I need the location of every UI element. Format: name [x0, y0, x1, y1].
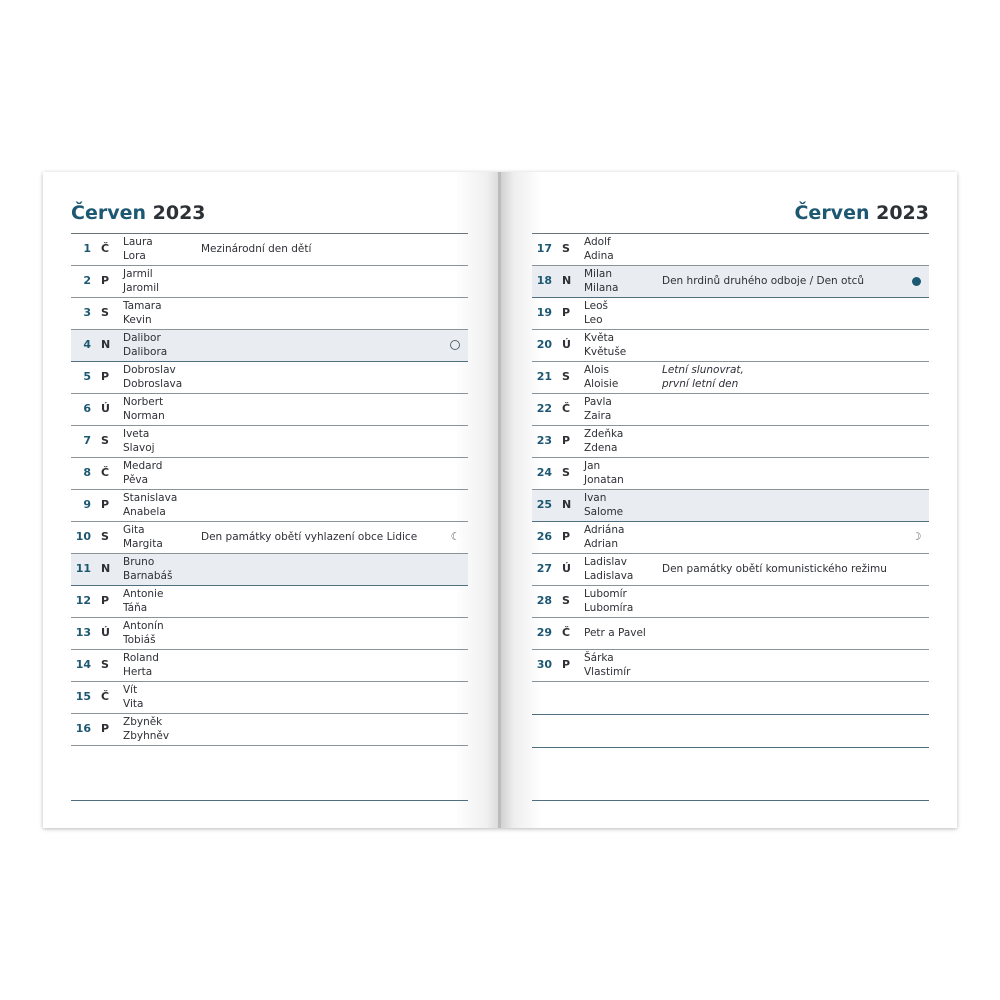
- name-day: [123, 588, 163, 615]
- day-number: 13: [75, 626, 91, 639]
- day-row: [532, 522, 929, 554]
- day-number: 29: [536, 626, 552, 639]
- name-day: [584, 492, 623, 519]
- name-day-primary: Roland: [123, 652, 159, 664]
- name-day-primary: Jan: [584, 460, 601, 472]
- name-day-primary: Zdeňka: [584, 428, 624, 440]
- name-day-primary: Adriána: [584, 524, 625, 536]
- weekday-letter: S: [101, 658, 109, 671]
- name-day: [123, 684, 143, 711]
- day-row: [71, 362, 468, 394]
- holiday-label: Den památky obětí komunistického režimu: [662, 563, 887, 575]
- name-day: [123, 524, 163, 551]
- weekday-letter: Č: [101, 466, 110, 479]
- weekday-letter: P: [101, 594, 110, 607]
- page-title-right: [794, 202, 929, 224]
- weekday-letter: P: [101, 722, 110, 735]
- weekday-letter: S: [101, 530, 109, 543]
- day-row: [71, 298, 468, 330]
- name-day-primary: Adolf: [584, 236, 611, 248]
- name-day: [123, 460, 162, 487]
- name-day-primary: Iveta: [123, 428, 150, 440]
- name-day: [584, 428, 623, 455]
- right-page: [500, 172, 957, 828]
- name-day-primary: Alois: [584, 364, 609, 376]
- day-number: 11: [75, 562, 91, 575]
- holiday-label: [662, 364, 744, 391]
- day-number: 22: [536, 402, 552, 415]
- day-row: [71, 586, 468, 618]
- weekday-letter: P: [562, 306, 571, 319]
- name-day: [123, 332, 167, 359]
- day-row: [71, 522, 468, 554]
- day-number: 28: [536, 594, 552, 607]
- day-rows-left: [71, 233, 468, 746]
- weekday-letter: S: [562, 466, 570, 479]
- name-day: [584, 332, 626, 359]
- day-number: 7: [83, 434, 91, 447]
- day-number: 23: [536, 434, 552, 447]
- page-title-left: [71, 202, 206, 224]
- full-moon-icon: [450, 340, 460, 350]
- name-day-secondary: Ladislava: [584, 569, 634, 582]
- name-day-secondary: Adina: [584, 249, 614, 262]
- page-bottom-line: [71, 800, 468, 801]
- day-number: 18: [536, 274, 552, 287]
- name-day: [123, 396, 165, 423]
- name-day-secondary: Zdena: [584, 441, 618, 454]
- day-row: [71, 234, 468, 266]
- name-day-primary: Květa: [584, 332, 615, 344]
- name-day: [584, 652, 631, 679]
- holiday-line-1: Letní slunovrat,: [662, 364, 744, 376]
- name-day: [123, 556, 172, 583]
- first-quarter-moon-icon: ☽: [911, 530, 922, 543]
- name-day: [123, 652, 159, 679]
- name-day: [584, 236, 614, 263]
- name-day-primary: Medard: [123, 460, 163, 472]
- name-day-primary: Norbert: [123, 396, 164, 408]
- name-day-secondary: Dalibora: [123, 345, 168, 358]
- name-day: [584, 627, 646, 641]
- day-number: 19: [536, 306, 552, 319]
- day-number: 12: [75, 594, 91, 607]
- day-row: [532, 234, 929, 266]
- name-day: [123, 428, 155, 455]
- name-day-secondary: Kevin: [123, 313, 152, 326]
- name-day: [584, 300, 608, 327]
- day-row: [532, 490, 929, 522]
- left-page: [43, 172, 500, 828]
- name-day-primary: Bruno: [123, 556, 155, 568]
- name-day: [123, 620, 164, 647]
- new-moon-icon: [912, 277, 921, 286]
- name-day-primary: Stanislava: [123, 492, 178, 504]
- holiday-label: Den památky obětí vyhlazení obce Lidice: [201, 531, 418, 543]
- name-day: [584, 364, 618, 391]
- weekday-letter: Ú: [562, 338, 571, 351]
- day-rows-right: [532, 233, 929, 748]
- weekday-letter: N: [562, 498, 572, 511]
- day-row: [71, 330, 468, 362]
- name-day-primary: Antonie: [123, 588, 164, 600]
- weekday-letter: S: [101, 306, 109, 319]
- name-day: [123, 716, 169, 743]
- day-row: [532, 266, 929, 298]
- name-day-secondary: Adrian: [584, 537, 618, 550]
- day-row: [71, 458, 468, 490]
- day-row: [71, 650, 468, 682]
- day-row: [532, 586, 929, 618]
- title-month: Červen: [794, 202, 870, 224]
- name-day-secondary: Táňa: [123, 601, 148, 614]
- day-number: 3: [83, 306, 91, 319]
- name-day: [123, 236, 153, 263]
- weekday-letter: P: [101, 274, 110, 287]
- name-day-primary: Lubomír: [584, 588, 627, 600]
- holiday-line-2: první letní den: [662, 377, 739, 390]
- name-day: [584, 396, 612, 423]
- day-row: [532, 330, 929, 362]
- weekday-letter: S: [562, 594, 570, 607]
- weekday-letter: Č: [562, 626, 571, 639]
- name-day-secondary: Vita: [123, 697, 144, 710]
- day-number: 20: [536, 338, 552, 351]
- weekday-letter: Č: [562, 402, 571, 415]
- day-row: [71, 714, 468, 746]
- day-row: [71, 266, 468, 298]
- weekday-letter: Ú: [101, 402, 110, 415]
- day-number: 16: [75, 722, 91, 735]
- name-day-primary: Dobroslav: [123, 364, 176, 376]
- name-day-secondary: Barnabáš: [123, 569, 173, 582]
- name-day-primary: Ladislav: [584, 556, 627, 568]
- holiday-label: Mezinárodní den dětí: [201, 243, 312, 255]
- name-day-primary: Tamara: [123, 300, 162, 312]
- day-number: 8: [83, 466, 91, 479]
- day-number: 4: [83, 338, 91, 351]
- name-day-primary: Laura: [123, 236, 153, 248]
- holiday-label: Den hrdinů druhého odboje / Den otců: [662, 275, 864, 287]
- day-row: [532, 618, 929, 650]
- name-day: [123, 300, 162, 327]
- weekday-letter: Č: [101, 242, 110, 255]
- title-year: 2023: [152, 202, 206, 224]
- day-number: 2: [83, 274, 91, 287]
- day-number: 21: [536, 370, 552, 383]
- day-row: [71, 426, 468, 458]
- name-day-secondary: Vlastimír: [584, 665, 631, 678]
- name-day-primary: Dalibor: [123, 332, 161, 344]
- name-day-secondary: Slavoj: [123, 441, 155, 454]
- name-day-primary: Milan: [584, 268, 612, 280]
- day-row: [532, 426, 929, 458]
- name-day-secondary: Milana: [584, 281, 619, 294]
- day-number: 27: [536, 562, 552, 575]
- name-day-primary: Zbyněk: [123, 716, 163, 728]
- day-number: 30: [536, 658, 552, 671]
- weekday-letter: P: [562, 530, 571, 543]
- page-bottom-line: [532, 800, 929, 801]
- day-number: 15: [75, 690, 91, 703]
- name-day-primary: Jarmil: [123, 268, 153, 280]
- day-number: 25: [536, 498, 552, 511]
- day-number: 10: [75, 530, 91, 543]
- name-day-secondary: Zaira: [584, 409, 612, 422]
- name-day: [584, 588, 633, 615]
- name-day: [123, 364, 182, 391]
- day-number: 14: [75, 658, 91, 671]
- weekday-letter: P: [101, 370, 110, 383]
- name-day-primary: Ivan: [584, 492, 607, 504]
- name-day-primary: Antonín: [123, 620, 164, 632]
- name-day-primary: Petr a Pavel: [584, 627, 646, 639]
- day-row: [71, 394, 468, 426]
- blank-line: [532, 715, 929, 748]
- day-number: 9: [83, 498, 91, 511]
- day-row: [532, 394, 929, 426]
- weekday-letter: P: [562, 434, 571, 447]
- weekday-letter: N: [101, 338, 111, 351]
- name-day-secondary: Lora: [123, 249, 146, 262]
- blank-line: [532, 682, 929, 715]
- book-gutter: [498, 172, 501, 828]
- name-day: [123, 492, 177, 519]
- name-day-secondary: Zbyhněv: [123, 729, 170, 742]
- day-row: [71, 682, 468, 714]
- name-day-secondary: Anabela: [123, 505, 166, 518]
- day-number: 6: [83, 402, 91, 415]
- weekday-letter: Ú: [101, 626, 110, 639]
- name-day-secondary: Margita: [123, 537, 163, 550]
- name-day: [584, 556, 633, 583]
- name-day-secondary: Salome: [584, 505, 624, 518]
- weekday-letter: N: [562, 274, 572, 287]
- open-planner: [43, 172, 957, 828]
- name-day-secondary: Pěva: [123, 473, 149, 486]
- name-day-secondary: Květuše: [584, 345, 627, 358]
- day-row: [532, 362, 929, 394]
- day-row: [532, 554, 929, 586]
- weekday-letter: Ú: [562, 562, 571, 575]
- day-row: [71, 554, 468, 586]
- name-day-primary: Leoš: [584, 300, 609, 312]
- day-row: [532, 650, 929, 682]
- weekday-letter: Č: [101, 690, 110, 703]
- name-day-secondary: Dobroslava: [123, 377, 183, 390]
- name-day-secondary: Herta: [123, 665, 153, 678]
- name-day-secondary: Jaromil: [123, 281, 160, 294]
- name-day: [123, 268, 159, 295]
- name-day-primary: Vít: [123, 684, 138, 696]
- weekday-letter: S: [562, 242, 570, 255]
- name-day-secondary: Jonatan: [584, 473, 624, 486]
- weekday-letter: N: [101, 562, 111, 575]
- day-row: [71, 618, 468, 650]
- name-day-primary: Gita: [123, 524, 145, 536]
- day-number: 24: [536, 466, 552, 479]
- day-number: 1: [83, 242, 91, 255]
- weekday-letter: S: [562, 370, 570, 383]
- name-day-secondary: Leo: [584, 313, 603, 326]
- day-row: [532, 298, 929, 330]
- day-number: 5: [83, 370, 91, 383]
- name-day-secondary: Lubomíra: [584, 601, 634, 614]
- weekday-letter: P: [562, 658, 571, 671]
- day-number: 17: [536, 242, 552, 255]
- weekday-letter: P: [101, 498, 110, 511]
- title-month: Červen: [71, 202, 146, 224]
- name-day-primary: Pavla: [584, 396, 612, 408]
- name-day: [584, 460, 624, 487]
- name-day-secondary: Aloisie: [584, 377, 619, 390]
- weekday-letter: S: [101, 434, 109, 447]
- day-number: 26: [536, 530, 552, 543]
- day-row: [71, 490, 468, 522]
- day-row: [532, 458, 929, 490]
- name-day-secondary: Tobiáš: [123, 633, 156, 646]
- name-day-primary: Šárka: [584, 652, 614, 664]
- title-year: 2023: [876, 202, 929, 224]
- name-day-secondary: Norman: [123, 409, 165, 422]
- name-day: [584, 524, 624, 551]
- last-quarter-moon-icon: ☾: [450, 530, 461, 543]
- name-day: [584, 268, 618, 295]
